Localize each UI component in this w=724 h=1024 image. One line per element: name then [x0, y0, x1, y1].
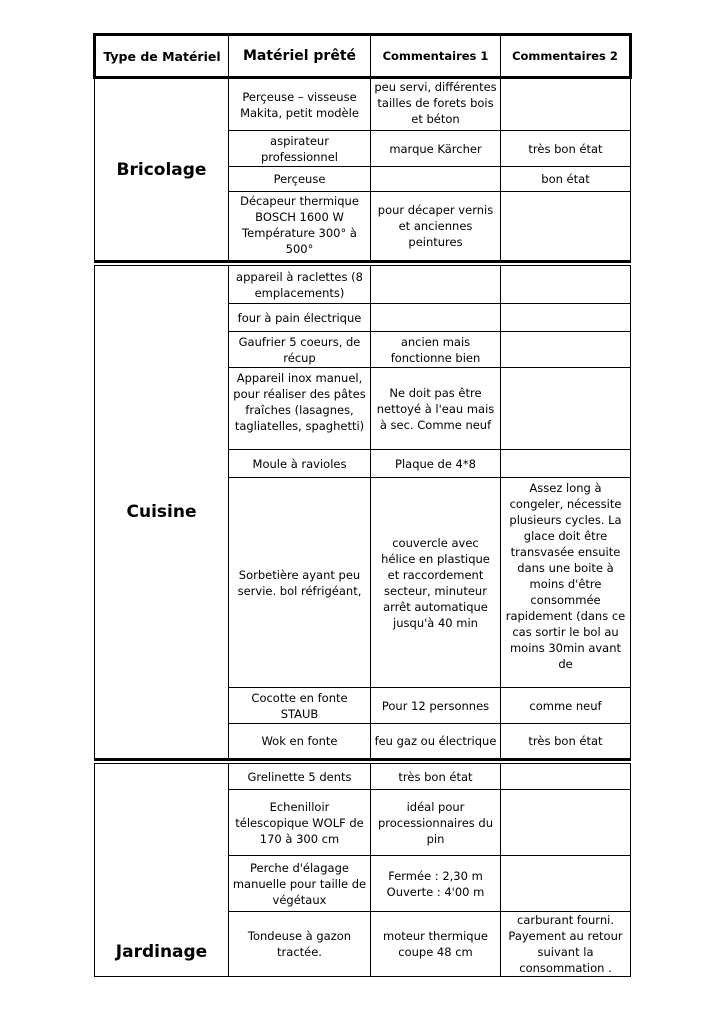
comment-1-cell: Pour 12 personnes [371, 688, 501, 724]
comment-2-cell: très bon état [501, 131, 631, 167]
item-cell: four à pain électrique [229, 304, 371, 332]
item-cell: Grelinette 5 dents [229, 764, 371, 790]
comment-1-cell: marque Kärcher [371, 131, 501, 167]
item-cell: Tondeuse à gazon tractée. [229, 912, 371, 977]
item-text: Gaufrier 5 coeurs, de récup [238, 334, 361, 365]
comment-1-cell: ancien mais fonctionne bien [371, 332, 501, 368]
header-comment-2: Commentaires 2 [501, 35, 631, 78]
comment-2-cell [501, 304, 631, 332]
comment-2-cell [501, 332, 631, 368]
comment-1-text: peu servi, différentes tailles de forets bois et béton [374, 79, 497, 126]
item-cell [229, 192, 371, 262]
table-row [95, 266, 631, 304]
comment-2-cell [501, 764, 631, 790]
item-cell: appareil à raclettes (8 emplacements) [229, 266, 371, 304]
item-cell [229, 368, 371, 450]
comment-2-cell: comme neuf [501, 688, 631, 724]
comment-1-cell: moteur thermique coupe 48 cm [371, 912, 501, 977]
comment-2-text: Assez long à congeler, nécessite plusieurs cycles. La glace doit être transvasée ensuite dans une boite à moins d'être consommée rapidement (dans ce cas sortir le bol au moins 30min avant de [505, 480, 626, 671]
comment-2-cell: très bon état [501, 724, 631, 760]
comment-1-cell: pour décaper vernis et anciennes peintures [371, 192, 501, 262]
category-cuisine: Cuisine [95, 266, 229, 760]
comment-1-cell: idéal pour processionnaires du pin [371, 790, 501, 856]
item-cell: Perçeuse [229, 167, 371, 192]
comment-1-cell: très bon état [371, 764, 501, 790]
item-text: Appareil inox manuel, pour réaliser des pâtes fraîches (lasagnes, tagliatelles, spaghetti) [233, 370, 366, 433]
category-jardinage: Jardinage [95, 764, 229, 977]
item-cell: Cocotte en fonte STAUB [229, 688, 371, 724]
header-comment-1: Commentaires 1 [371, 35, 501, 78]
comment-2-cell [501, 266, 631, 304]
comment-1-cell: Plaque de 4*8 [371, 450, 501, 478]
item-cell [229, 332, 371, 368]
header-row [95, 35, 631, 78]
comment-2-cell: carburant fourni. Payement au retour suivant la consommation . [501, 912, 631, 977]
comment-2-cell [501, 368, 631, 450]
comment-1-cell: Ne doit pas être nettoyé à l'eau mais à sec. Comme neuf [371, 368, 501, 450]
table-row [95, 78, 631, 131]
comment-1-cell: Fermée : 2,30 m Ouverte : 4'00 m [371, 856, 501, 912]
equipment-loan-table [93, 33, 632, 977]
category-bricolage: Bricolage [95, 78, 229, 262]
item-cell: Perçeuse – visseuse Makita, petit modèle [229, 78, 371, 131]
comment-1-cell [371, 304, 501, 332]
item-cell: Sorbetière ayant peu servie. bol réfrigéant, [229, 478, 371, 688]
comment-2-cell [501, 192, 631, 262]
comment-1-cell: feu gaz ou électrique [371, 724, 501, 760]
header-materiel: Matériel prêté [229, 35, 371, 78]
comment-1-cell: couvercle avec hélice en plastique et raccordement secteur, minuteur arrêt automatique jusqu'à 40 min [371, 478, 501, 688]
table-row [95, 764, 631, 790]
comment-2-cell [501, 856, 631, 912]
item-cell: Wok en fonte [229, 724, 371, 760]
item-cell: Moule à ravioles [229, 450, 371, 478]
comment-1-cell [371, 78, 501, 131]
item-cell: aspirateur professionnel [229, 131, 371, 167]
comment-2-cell [501, 790, 631, 856]
comment-2-cell [501, 78, 631, 131]
header-type: Type de Matériel [95, 35, 229, 78]
comment-2-cell [501, 450, 631, 478]
item-text: Décapeur thermique BOSCH 1600 W Température 300° à 500° [240, 194, 359, 256]
comment-2-cell [501, 478, 631, 688]
item-cell: Perche d'élagage manuelle pour taille de végétaux [229, 856, 371, 912]
comment-1-cell [371, 167, 501, 192]
comment-2-cell: bon état [501, 167, 631, 192]
comment-1-cell [371, 266, 501, 304]
item-cell: Echenilloir télescopique WOLF de 170 à 300 cm [229, 790, 371, 856]
